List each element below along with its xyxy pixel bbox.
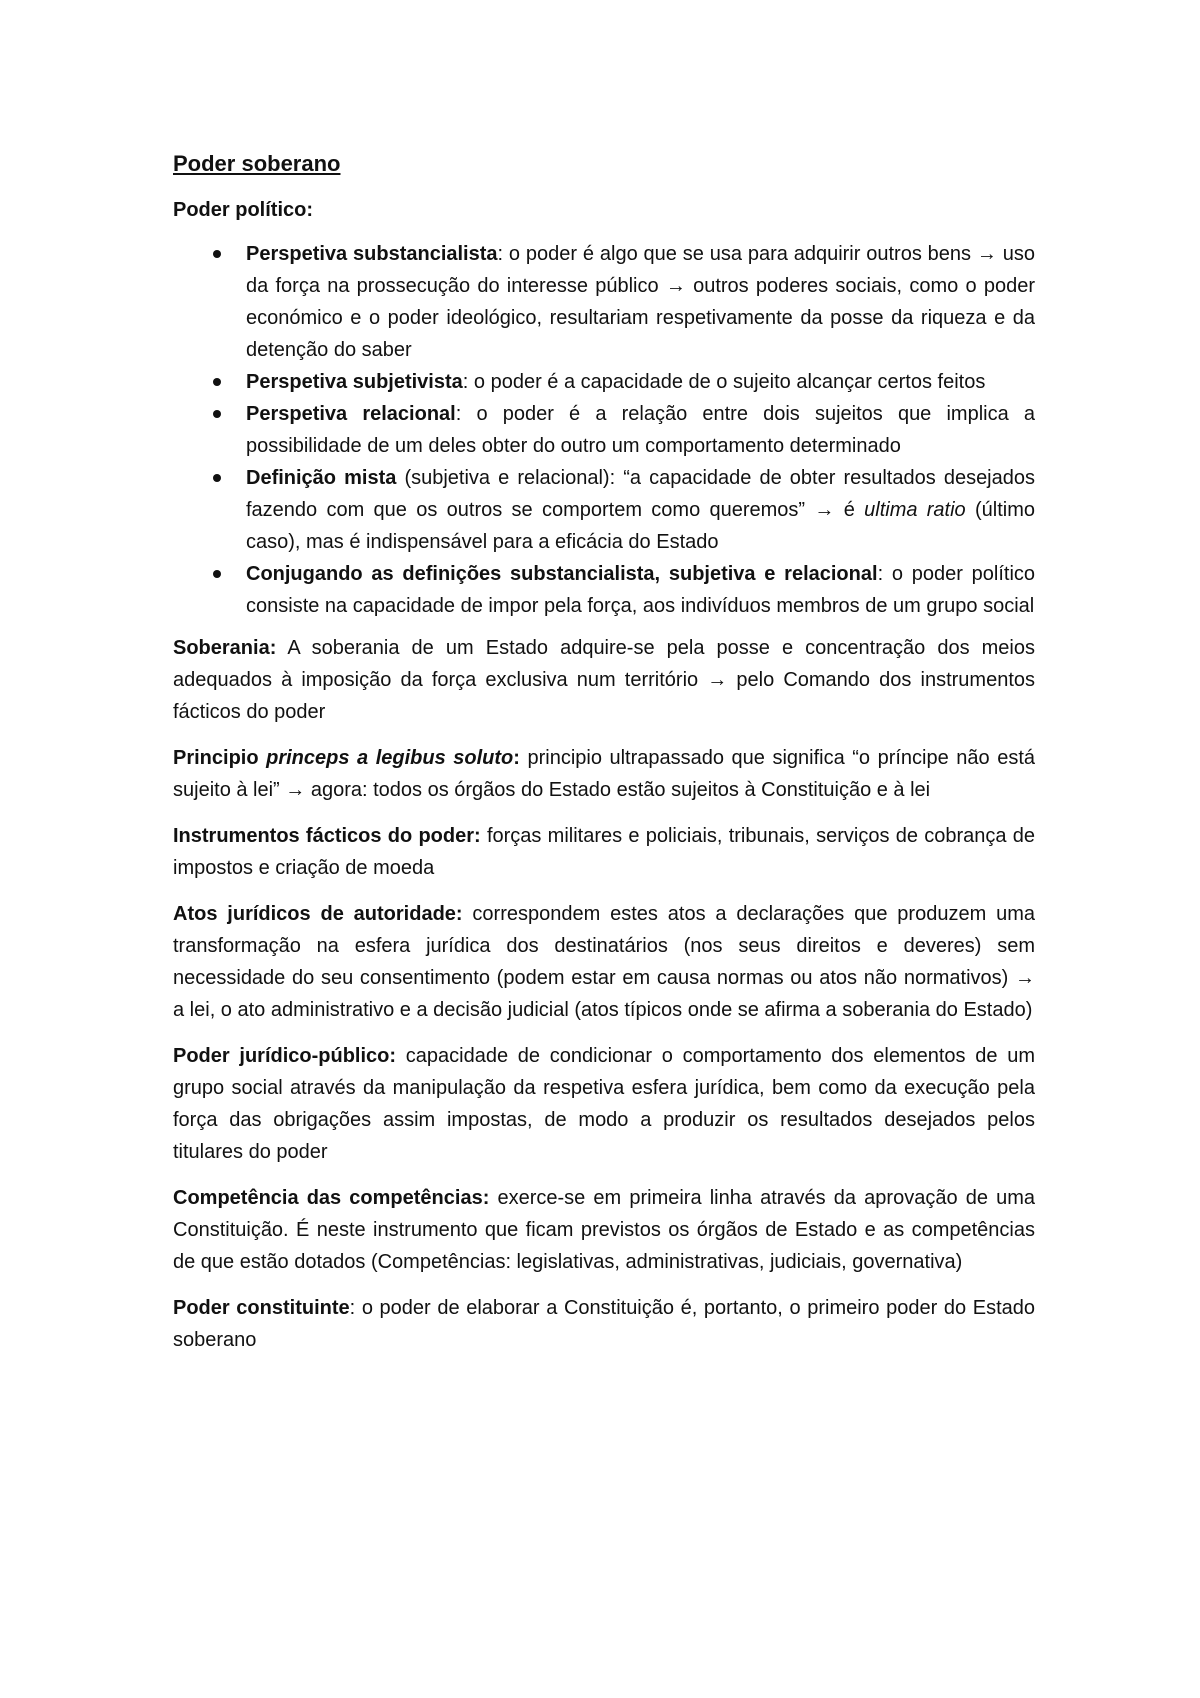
bullet-text: : o poder é a capacidade de o sujeito alcançar certos feitos	[462, 371, 986, 393]
paragraph-term: Competência das competências:	[173, 1187, 490, 1209]
bullet-term: Perspetiva relacional	[246, 403, 456, 425]
bullet-text: : o poder é algo que se usa para adquirir outros bens	[497, 243, 977, 265]
list-item	[173, 398, 1035, 462]
bullet-icon	[213, 410, 221, 418]
paragraph-text: a lei, o ato administrativo e a decisão judicial (atos típicos onde se afirma a soberania do Estado)	[173, 999, 1033, 1021]
arrow-right-icon: →	[665, 275, 686, 297]
arrow-right-icon: →	[976, 243, 997, 265]
paragraph-italic-term: princeps a legibus soluto	[266, 747, 514, 769]
paragraph-term: Atos jurídicos de autoridade:	[173, 903, 463, 925]
bullet-icon	[213, 378, 221, 386]
paragraph-term: Soberania:	[173, 637, 277, 659]
bullet-term: Perspetiva subjetivista	[246, 371, 463, 393]
list-item	[173, 462, 1035, 558]
list-item	[173, 558, 1035, 622]
paragraph-term: Instrumentos fácticos do poder:	[173, 825, 481, 847]
paragraph-text: principio ultrapassado que significa “o príncipe não está sujeito à lei”	[173, 747, 1036, 801]
paragraph-text: capacidade de condicionar o comportamento dos elementos de um grupo social através da manipulação da respetiva esfera jurídica, bem como da execução pela força das obrigações assim impostas, de modo a produzir os resultados desejados pelos titulares do poder	[173, 1045, 1035, 1163]
paragraph-competencia	[173, 1182, 1035, 1278]
bullet-text: : o poder político consiste na capacidade de impor pela força, aos indivíduos membros de um grupo social	[246, 563, 1036, 617]
bullet-icon	[213, 570, 221, 578]
bullet-text: outros poderes sociais, como o poder económico e o poder ideológico, resultariam respetivamente da posse da riqueza e da detenção do saber	[246, 275, 1036, 361]
arrow-right-icon: →	[814, 499, 835, 521]
bullet-list	[173, 238, 1035, 622]
paragraph-term-colon: :	[513, 747, 520, 769]
bullet-icon	[213, 250, 221, 258]
list-item	[173, 238, 1035, 366]
bullet-icon	[213, 474, 221, 482]
paragraph-text: A soberania de um Estado adquire-se pela posse e concentração dos meios adequados à imposição da força exclusiva num território	[173, 637, 1035, 691]
bullet-text: (último caso), mas é indispensável para a eficácia do Estado	[246, 499, 1035, 553]
paragraph-principio	[173, 742, 1035, 806]
arrow-right-icon: →	[285, 779, 306, 801]
paragraph-instrumentos	[173, 820, 1035, 884]
paragraph-text: agora: todos os órgãos do Estado estão sujeitos à Constituição e à lei	[305, 779, 931, 801]
bullet-term: Definição mista	[246, 467, 397, 489]
arrow-right-icon: →	[1015, 967, 1035, 989]
bullet-text: (subjetiva e relacional): “a capacidade de obter resultados desejados fazendo com que os outros se comportem como queremos”	[246, 467, 1035, 521]
bullet-text: é	[834, 499, 865, 521]
bullet-italic-text: ultima ratio	[864, 499, 966, 521]
bullet-term: Perspetiva substancialista	[246, 243, 498, 265]
paragraph-atos	[173, 898, 1035, 1026]
paragraph-soberania	[173, 632, 1035, 728]
list-item	[173, 366, 1035, 398]
section-heading-poder-politico: Poder político:	[173, 199, 313, 221]
paragraph-text: pelo Comando dos instrumentos fácticos do poder	[173, 669, 1036, 723]
bullet-text: uso da força na prossecução do interesse público	[246, 243, 1036, 297]
document-page	[173, 148, 1035, 1370]
paragraph-text: forças militares e policiais, tribunais, serviços de cobrança de impostos e criação de moeda	[173, 825, 1035, 879]
paragraph-poder-constituinte	[173, 1292, 1035, 1356]
paragraph-text: exerce-se em primeira linha através da aprovação de uma Constituição. É neste instrumento que ficam previstos os órgãos de Estado e as competências de que estão dotados (Competências: legislativas, administrativas, judiciais, governativa)	[173, 1187, 1035, 1273]
paragraph-text: correspondem estes atos a declarações que produzem uma transformação na esfera jurídica dos destinatários (nos seus direitos e deveres) sem necessidade do seu consentimento (podem estar em causa normas ou atos não normativos)	[173, 903, 1035, 989]
arrow-right-icon: →	[707, 669, 728, 691]
paragraph-poder-juridico	[173, 1040, 1035, 1168]
paragraph-term: Poder jurídico-público:	[173, 1045, 397, 1067]
paragraph-term: Principio	[173, 747, 267, 769]
document-title: Poder soberano	[173, 151, 341, 176]
bullet-term: Conjugando as definições substancialista, subjetiva e relacional	[246, 563, 878, 585]
paragraph-term: Poder constituinte	[173, 1297, 350, 1319]
bullet-text: : o poder é a relação entre dois sujeitos que implica a possibilidade de um deles obter do outro um comportamento determinado	[246, 403, 1035, 457]
paragraph-text: : o poder de elaborar a Constituição é, portanto, o primeiro poder do Estado soberano	[173, 1297, 1035, 1351]
